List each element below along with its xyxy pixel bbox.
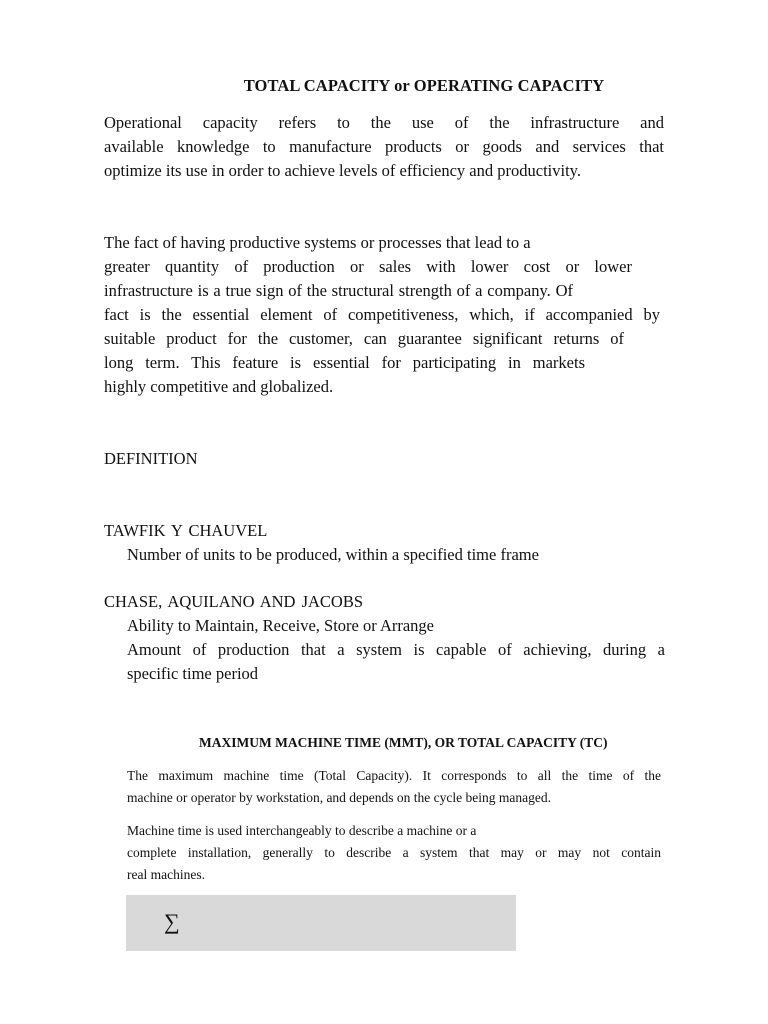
- fact-line: highly competitive and globalized.: [104, 377, 334, 396]
- fact-line: greater quantity of production or sales with lower cost or lower: [104, 257, 632, 276]
- author-heading-tawfik: TAWFIK Y CHAUVEL: [104, 521, 268, 540]
- definition-chase-1: Ability to Maintain, Receive, Store or Arrange: [127, 616, 435, 635]
- sigma-symbol: ∑: [164, 909, 180, 934]
- fact-line: fact is the essential element of competitiveness, which, if accompanied by: [104, 305, 660, 324]
- mmt-line: The maximum machine time (Total Capacity). It corresponds to all the time of the: [127, 768, 661, 783]
- fact-line: suitable product for the customer, can guarantee significant returns of: [104, 329, 624, 348]
- intro-paragraph: [104, 111, 664, 183]
- definition-line: specific time period: [127, 664, 259, 683]
- fact-line: long term. This feature is essential for participating in markets: [104, 353, 585, 372]
- machine-line: real machines.: [127, 867, 205, 882]
- fact-line: infrastructure is a true sign of the structural strength of a company. Of: [104, 281, 573, 300]
- section-title-mmt: MAXIMUM MACHINE TIME (MMT), OR TOTAL CAPACITY (TC): [199, 735, 608, 750]
- fact-paragraph: [104, 231, 664, 399]
- document-title: TOTAL CAPACITY or OPERATING CAPACITY: [243, 76, 605, 95]
- intro-line: available knowledge to manufacture products or goods and services that: [104, 137, 664, 156]
- definition-tawfik: Number of units to be produced, within a specified time frame: [127, 545, 539, 564]
- intro-line: optimize its use in order to achieve levels of efficiency and productivity.: [104, 161, 581, 180]
- definition-chase-2: [127, 638, 665, 686]
- machine-paragraph: [127, 820, 661, 886]
- machine-line: Machine time is used interchangeably to describe a machine or a: [127, 823, 477, 838]
- mmt-line: machine or operator by workstation, and depends on the cycle being managed.: [127, 790, 551, 805]
- author-heading-chase: CHASE, AQUILANO AND JACOBS: [104, 592, 364, 611]
- intro-line: Operational capacity refers to the use of the infrastructure and: [104, 113, 664, 132]
- formula-box: [126, 895, 516, 951]
- definition-heading: DEFINITION: [104, 449, 198, 468]
- fact-line: The fact of having productive systems or processes that lead to a: [104, 233, 531, 252]
- definition-line: Amount of production that a system is capable of achieving, during a: [127, 640, 665, 659]
- mmt-paragraph: [127, 765, 661, 809]
- machine-line: complete installation, generally to describe a system that may or may not contain: [127, 845, 661, 860]
